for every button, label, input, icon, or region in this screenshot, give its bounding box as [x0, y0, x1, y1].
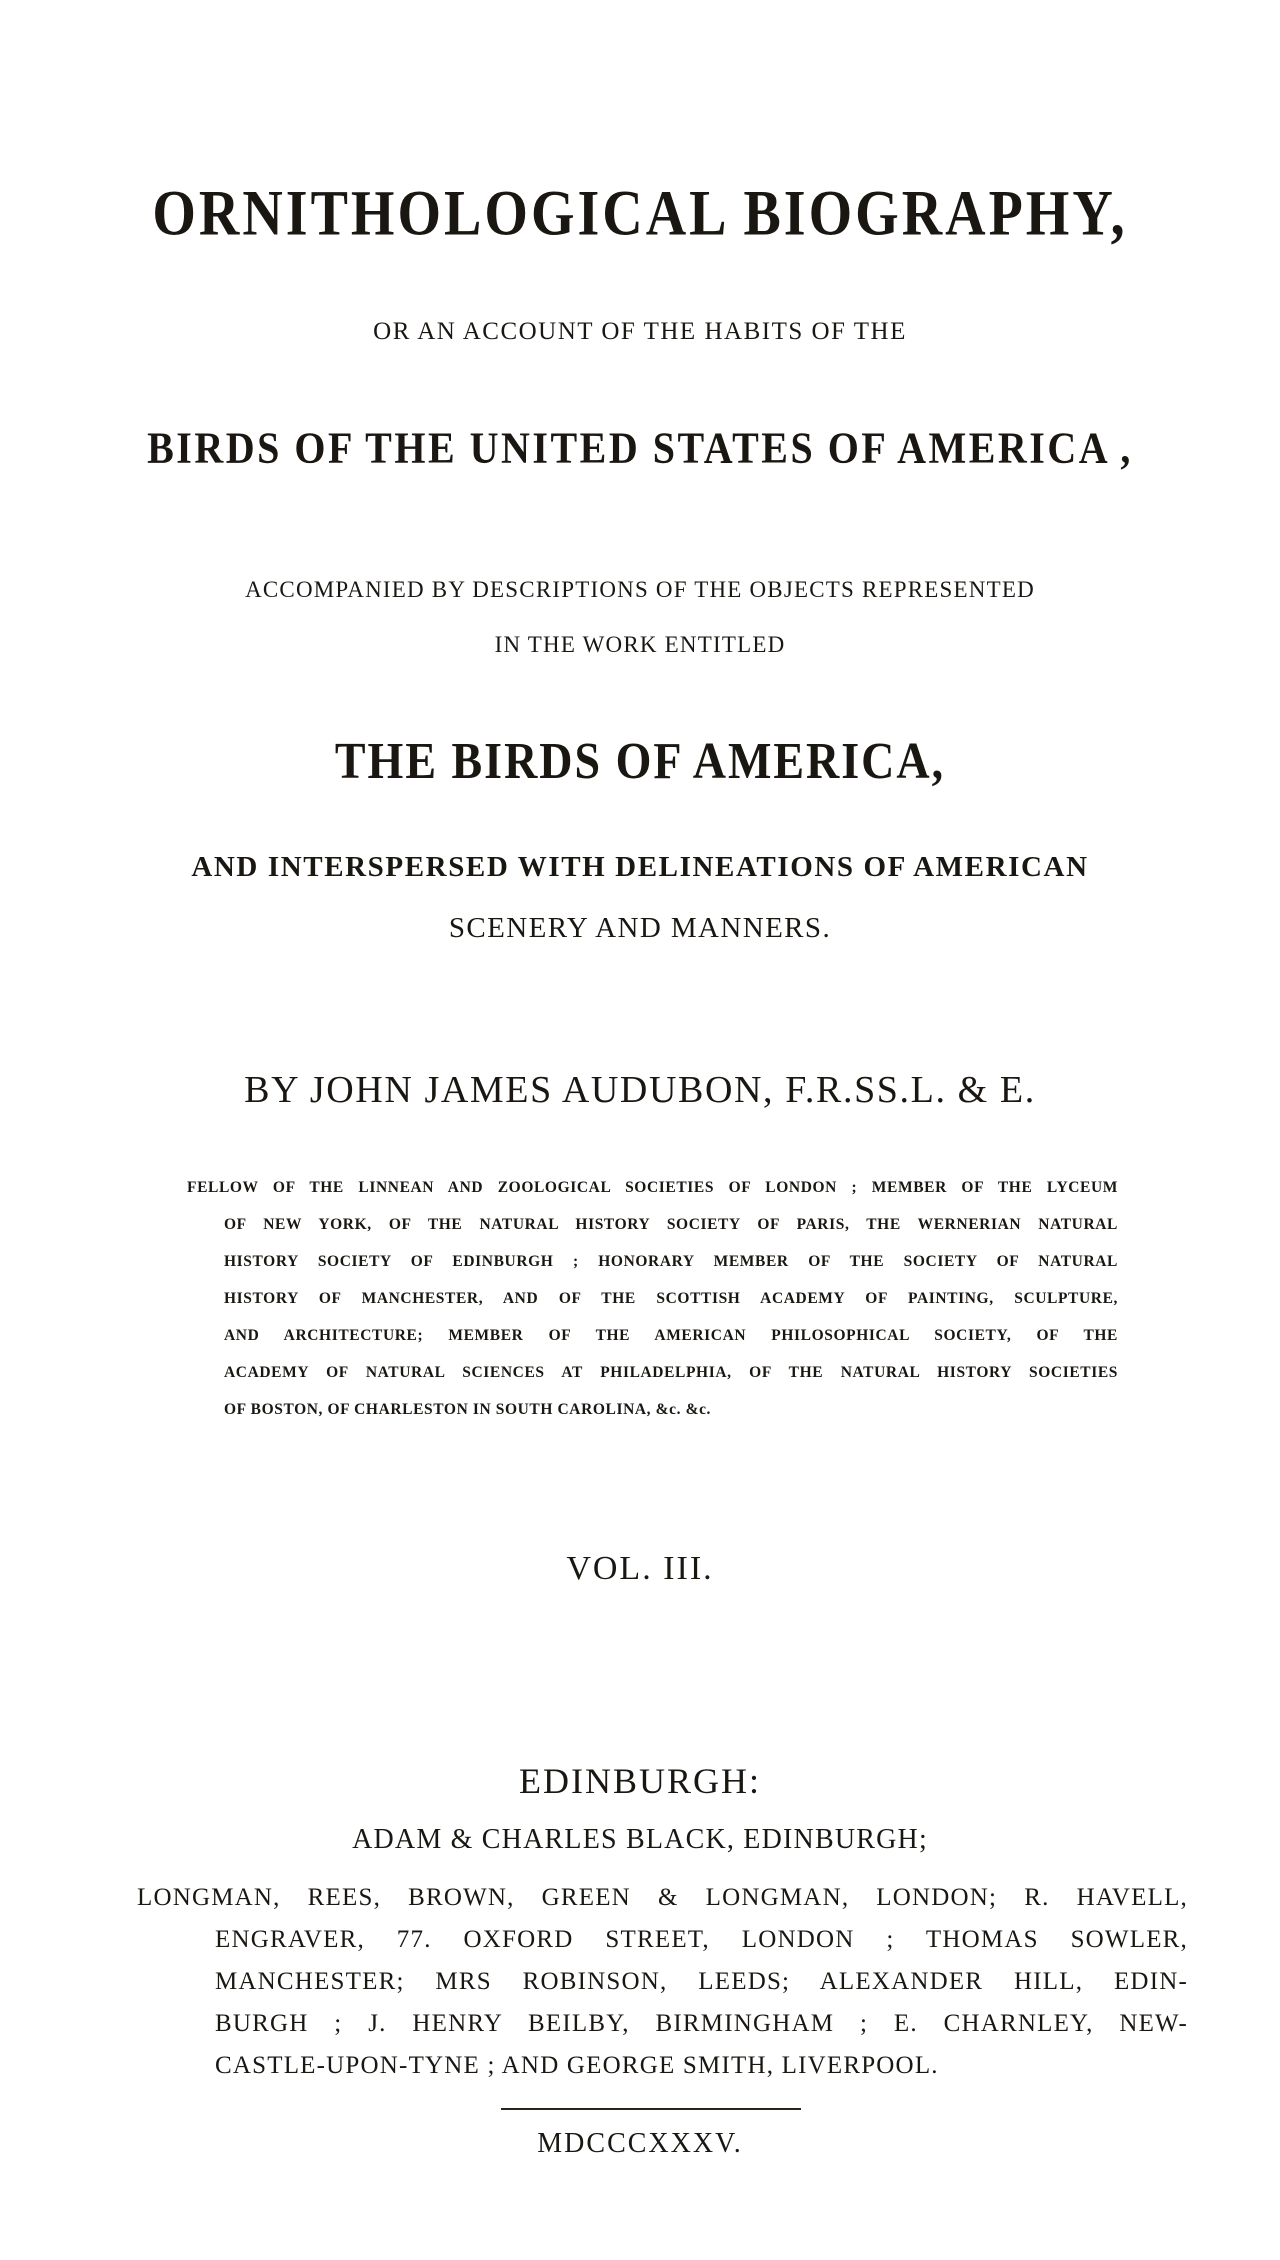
- distributor-line: CASTLE-UPON-TYNE ; AND GEORGE SMITH, LIVERPOOL.: [215, 2052, 939, 2079]
- distributor-line: ENGRAVER, 77. OXFORD STREET, LONDON ; THOMAS SOWLER,: [215, 1926, 1188, 1953]
- imprint-city: EDINBURGH:: [519, 1761, 761, 1801]
- imprint-publisher: ADAM & CHARLES BLACK, EDINBURGH;: [352, 1824, 928, 1855]
- publication-date: MDCCCXXXV.: [537, 2128, 743, 2159]
- main-title: ORNITHOLOGICAL BIOGRAPHY,: [152, 178, 1128, 250]
- credentials-line: OF BOSTON, OF CHARLESTON IN SOUTH CAROLINA, &c. &c.: [224, 1401, 712, 1418]
- distributor-line: LONGMAN, REES, BROWN, GREEN & LONGMAN, LONDON; R. HAVELL,: [137, 1884, 1188, 1911]
- accompanied-line: IN THE WORK ENTITLED: [494, 632, 786, 657]
- author-line: BY JOHN JAMES AUDUBON, F.R.SS.L. & E.: [244, 1069, 1036, 1111]
- accompanied-line: ACCOMPANIED BY DESCRIPTIONS OF THE OBJECTS REPRESENTED: [245, 577, 1035, 602]
- distributor-line: BURGH ; J. HENRY BEILBY, BIRMINGHAM ; E. CHARNLEY, NEW-: [215, 2010, 1188, 2037]
- work-title: THE BIRDS OF AMERICA,: [334, 731, 946, 790]
- credentials-line: OF NEW YORK, OF THE NATURAL HISTORY SOCIETY OF PARIS, THE WERNERIAN NATURAL: [224, 1216, 1118, 1233]
- credentials-line: HISTORY OF MANCHESTER, AND OF THE SCOTTISH ACADEMY OF PAINTING, SCULPTURE,: [224, 1290, 1118, 1307]
- interspersed-line: SCENERY AND MANNERS.: [448, 912, 832, 944]
- credentials-line: AND ARCHITECTURE; MEMBER OF THE AMERICAN PHILOSOPHICAL SOCIETY, OF THE: [224, 1327, 1118, 1344]
- interspersed-line: AND INTERSPERSED WITH DELINEATIONS OF AMERICAN: [191, 851, 1089, 883]
- subtitle-line: OR AN ACCOUNT OF THE HABITS OF THE: [373, 318, 907, 345]
- main-subtitle: BIRDS OF THE UNITED STATES OF AMERICA ,: [147, 422, 1133, 473]
- credentials-line: FELLOW OF THE LINNEAN AND ZOOLOGICAL SOCIETIES OF LONDON ; MEMBER OF THE LYCEUM: [187, 1179, 1118, 1196]
- credentials-line: HISTORY SOCIETY OF EDINBURGH ; HONORARY MEMBER OF THE SOCIETY OF NATURAL: [224, 1253, 1118, 1270]
- credentials-line: ACADEMY OF NATURAL SCIENCES AT PHILADELPHIA, OF THE NATURAL HISTORY SOCIETIES: [224, 1364, 1118, 1381]
- volume-number: VOL. III.: [566, 1550, 714, 1587]
- divider-rule: [501, 2108, 801, 2110]
- distributor-line: MANCHESTER; MRS ROBINSON, LEEDS; ALEXANDER HILL, EDIN-: [215, 1968, 1188, 1995]
